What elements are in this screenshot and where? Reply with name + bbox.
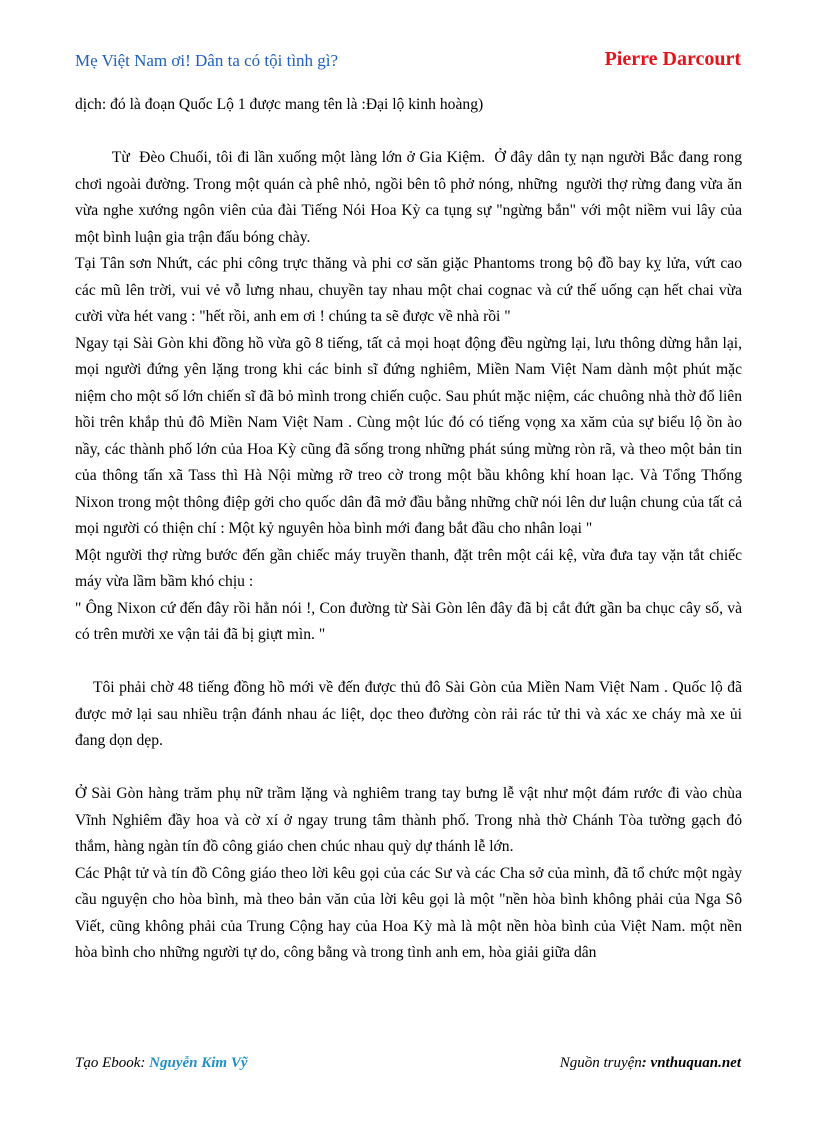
source-site[interactable]: vnthuquan.net: [650, 1055, 741, 1071]
ebook-creator-name: Nguyễn Kim Vỹ: [149, 1055, 248, 1071]
paragraph: Ở Sài Gòn hàng trăm phụ nữ trầm lặng và nghiêm trang tay bưng lễ vật như một đám rước đi vào chùa Vĩnh Nghiêm đầy hoa và cờ xí ở ngay trung tâm thành phố. Trong nhà thờ Chánh Tòa tường gạch đỏ thắm, hàng ngàn tín đồ công giáo chen chúc nhau quỳ dự thánh lễ lớn.: [75, 785, 742, 855]
source-credit: [560, 1055, 741, 1072]
author-name: Pierre Darcourt: [604, 48, 741, 70]
paragraph: Một người thợ rừng bước đến gần chiếc máy truyền thanh, đặt trên một cái kệ, vừa đưa tay vặn tắt chiếc máy vừa lầm bầm khó chịu :: [75, 546, 742, 590]
source-separator: :: [641, 1055, 651, 1071]
document-body: [75, 92, 746, 967]
ebook-credit-label: Tạo Ebook: [75, 1055, 141, 1071]
paragraph: Các Phật tử và tín đồ Công giáo theo lời kêu gọi của các Sư và các Cha sở của mình, đã tổ chức một ngày cầu nguyện cho hòa bình, mà theo bản văn của lời kêu gọi là một "nền hòa bình không phải của Nga Sô Viết, cũng không phải của Trung Cộng hay của Hoa Kỳ mà là một nền hòa bình của Việt Nam. một nền hòa bình cho những người tự do, công bằng và trong tình anh em, hòa giải giữa dân: [75, 864, 742, 961]
paragraph: " Ông Nixon cứ đến đây rồi hẳn nói !, Con đường từ Sài Gòn lên đây đã bị cắt đứt gần ba chục cây số, và có trên mười xe vận tải đã bị giựt mìn. ": [75, 599, 742, 643]
paragraph-spacer: [75, 649, 742, 676]
paragraph: Từ Đèo Chuối, tôi đi lần xuống một làng lớn ở Gia Kiệm. Ở đây dân tỵ nạn người Bắc đang rong chơi ngoài đường. Trong một quán cà phê nhỏ, ngồi bên tô phở nóng, những người thợ rừng đang vừa ăn vừa nghe xướng ngôn viên của đài Tiếng Nói Hoa Kỳ ca tụng sự "ngừng bắn" với một niềm vui lây của một bình luận gia trận đấu bóng chày.: [75, 149, 746, 246]
book-title: Mẹ Việt Nam ơi! Dân ta có tội tình gì?: [75, 51, 339, 70]
page-header: [75, 48, 741, 76]
ebook-credit: [75, 1055, 248, 1072]
page-footer: [75, 1055, 741, 1077]
paragraph: Tôi phải chờ 48 tiếng đồng hồ mới về đến được thủ đô Sài Gòn của Miền Nam Việt Nam . Quốc lộ đã được mở lại sau nhiều trận đánh nhau ác liệt, dọc theo đường còn rải rác tử thi và xác xe cháy mà xe ủi đang dọn dẹp.: [75, 679, 746, 749]
paragraph: dịch: đó là đoạn Quốc Lộ 1 được mang tên là :Đại lộ kinh hoàng): [75, 96, 484, 113]
paragraph: Tại Tân sơn Nhứt, các phi công trực thăng và phi cơ săn giặc Phantoms trong bộ đồ bay kỵ lửa, vứt cao các mũ lên trời, vui vẻ vỗ lưng nhau, chuyền tay nhau một chai cognac và cứ thế uống cạn hết chai vừa cười vừa hét vang : "hết rồi, anh em ơi ! chúng ta sẽ được về nhà rồi ": [75, 255, 742, 325]
paragraph-spacer: [75, 119, 742, 146]
source-label: Nguồn truyện: [559, 1055, 642, 1071]
paragraph-spacer: [75, 755, 742, 782]
paragraph: Ngay tại Sài Gòn khi đồng hồ vừa gõ 8 tiếng, tất cả mọi hoạt động đều ngừng lại, lưu thông dừng hẳn lại, mọi người đứng yên lặng trong khi các binh sĩ đứng nghiêm, Miền Nam Việt Nam dành một phút mặc niệm cho một số lớn chiến sĩ đã bỏ mình trong chiến cuộc. Sau phút mặc niệm, các chuông nhà thờ đổ liên hồi trên khắp thủ đô Miền Nam Việt Nam . Cùng một lúc đó có tiếng vọng xa xăm của sự biểu lộ ồn ào nầy, các thành phố lớn của Hoa Kỳ cũng đã sống trong những phát súng mừng ròn rã, và theo một bản tin của thông tấn xã Tass thì Hà Nội mừng rỡ treo cờ trong một bầu không khí hoan lạc. Và Tổng Thống Nixon trong một thông điệp gởi cho quốc dân đã mở đầu bằng những chữ nói lên dư luận chung của tất cả mọi người có thiện chí : Một kỷ nguyên hòa bình mới đang bắt đầu cho nhân loại ": [75, 334, 742, 537]
ebook-credit-separator: :: [140, 1055, 150, 1071]
